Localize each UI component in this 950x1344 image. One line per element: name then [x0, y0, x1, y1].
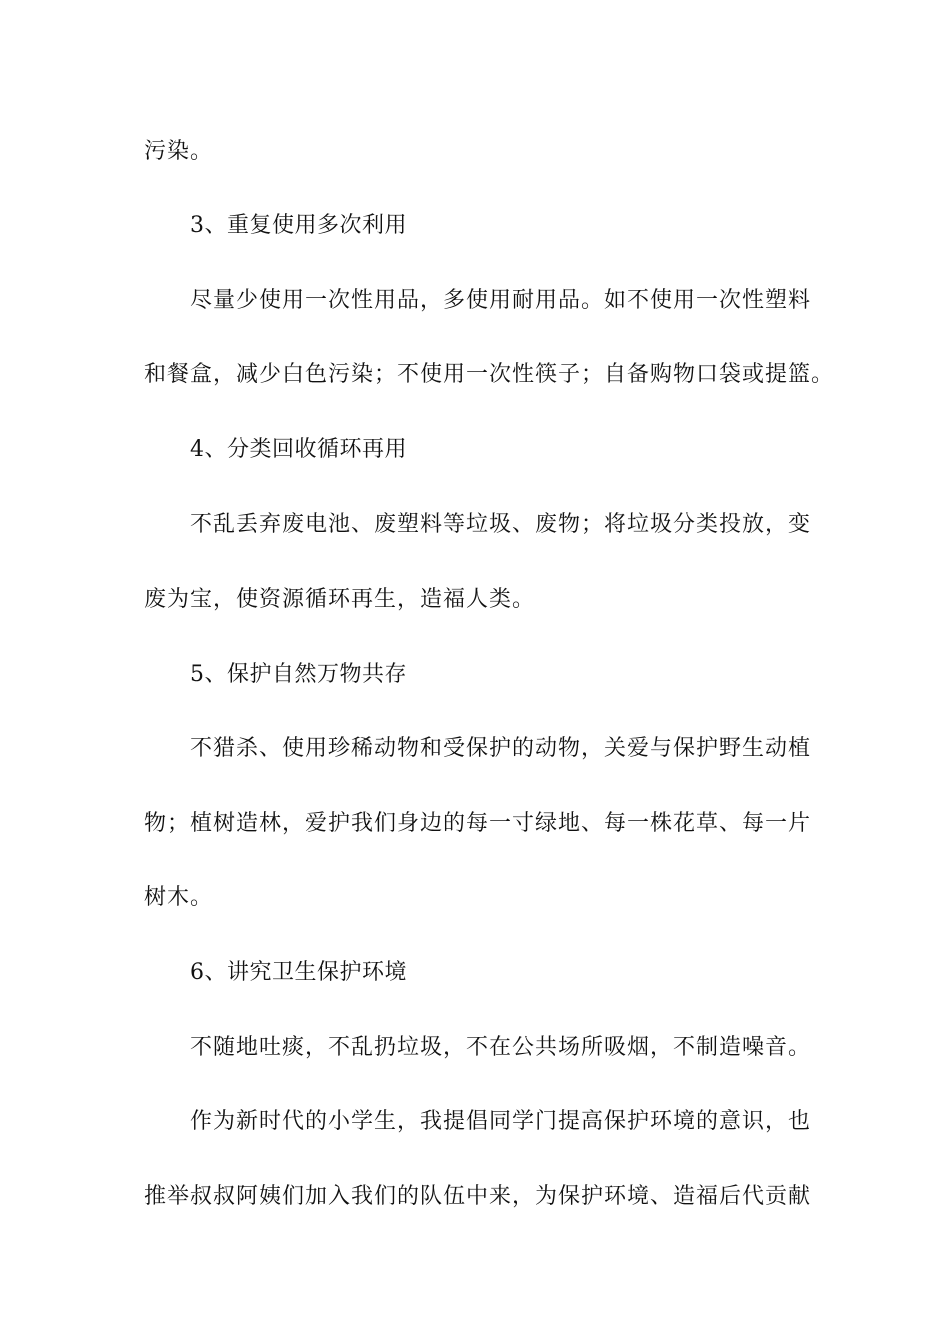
- section-heading-5: 5、保护自然万物共存: [190, 662, 407, 687]
- paragraph-line: 物；植树造林，爱护我们身边的每一寸绿地、每一株花草、每一片: [144, 811, 812, 836]
- section-heading-4: 4、分类回收循环再用: [190, 437, 407, 462]
- section-heading-6: 6、讲究卫生保护环境: [190, 960, 407, 985]
- paragraph-line: 尽量少使用一次性用品，多使用耐用品。如不使用一次性塑料: [190, 288, 812, 313]
- paragraph-line: 作为新时代的小学生，我提倡同学门提高保护环境的意识，也: [190, 1109, 812, 1134]
- paragraph-line: 和餐盒，减少白色污染；不使用一次性筷子；自备购物口袋或提篮。: [144, 362, 835, 387]
- paragraph-line: 污染。: [144, 139, 214, 164]
- paragraph-line: 树木。: [144, 885, 214, 910]
- paragraph-line: 不随地吐痰，不乱扔垃圾，不在公共场所吸烟，不制造噪音。: [190, 1035, 812, 1060]
- paragraph-line: 不猎杀、使用珍稀动物和受保护的动物，关爱与保护野生动植: [190, 736, 812, 761]
- paragraph-line: 不乱丢弃废电池、废塑料等垃圾、废物；将垃圾分类投放，变: [190, 512, 812, 537]
- paragraph-line: 推举叔叔阿姨们加入我们的队伍中来，为保护环境、造福后代贡献: [144, 1184, 812, 1209]
- paragraph-line: 废为宝，使资源循环再生，造福人类。: [144, 587, 536, 612]
- section-heading-3: 3、重复使用多次利用: [190, 213, 407, 238]
